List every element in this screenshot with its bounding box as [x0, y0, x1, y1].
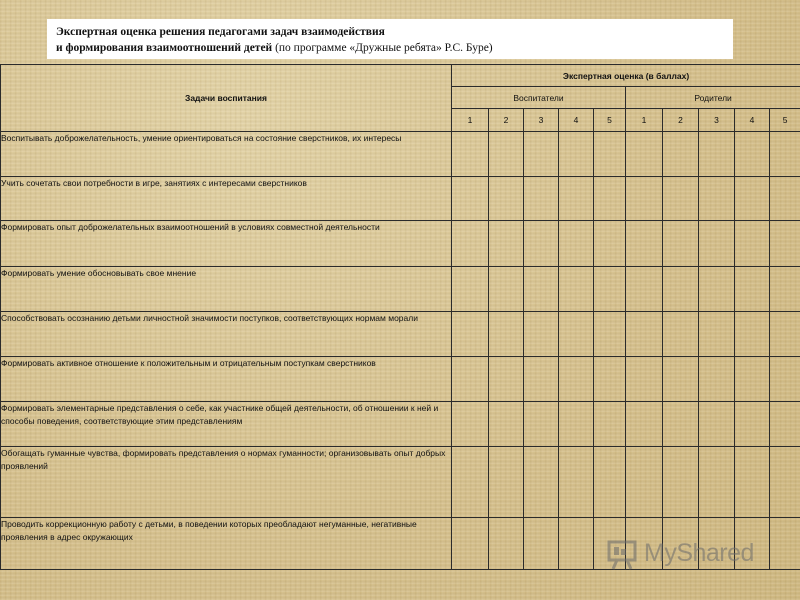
educators-group-header: Воспитатели	[452, 87, 626, 109]
score-cell[interactable]	[489, 267, 524, 312]
table-row	[1, 267, 800, 312]
score-cell[interactable]	[735, 402, 770, 447]
score-cell[interactable]	[735, 177, 770, 221]
table-header	[1, 65, 800, 132]
score-cell[interactable]	[594, 312, 626, 357]
score-cell[interactable]	[489, 221, 524, 267]
score-number: 2	[489, 109, 524, 132]
table-row	[1, 357, 800, 402]
score-cell[interactable]	[489, 447, 524, 518]
score-cell[interactable]	[559, 267, 594, 312]
score-cell[interactable]	[559, 132, 594, 177]
score-cell[interactable]	[699, 132, 735, 177]
score-cell[interactable]	[452, 447, 489, 518]
score-cell[interactable]	[524, 518, 559, 570]
score-cell[interactable]	[735, 357, 770, 402]
score-number: 3	[524, 109, 559, 132]
score-number: 1	[626, 109, 663, 132]
score-cell[interactable]	[594, 402, 626, 447]
score-cell[interactable]	[626, 402, 663, 447]
score-cell[interactable]	[770, 267, 800, 312]
score-cell[interactable]	[735, 221, 770, 267]
score-cell[interactable]	[699, 267, 735, 312]
score-number: 4	[559, 109, 594, 132]
score-column-header: Экспертная оценка (в баллах)	[452, 65, 800, 87]
score-cell[interactable]	[524, 132, 559, 177]
score-cell[interactable]	[559, 402, 594, 447]
score-cell[interactable]	[663, 312, 699, 357]
score-cell[interactable]	[663, 267, 699, 312]
score-number: 2	[663, 109, 699, 132]
score-cell[interactable]	[735, 132, 770, 177]
score-cell[interactable]	[524, 221, 559, 267]
score-cell[interactable]	[524, 447, 559, 518]
score-cell[interactable]	[626, 132, 663, 177]
watermark-text: MyShared	[644, 539, 754, 567]
score-cell[interactable]	[559, 518, 594, 570]
score-cell[interactable]	[559, 357, 594, 402]
score-cell[interactable]	[594, 132, 626, 177]
score-cell[interactable]	[770, 357, 800, 402]
score-cell[interactable]	[524, 402, 559, 447]
score-cell[interactable]	[594, 447, 626, 518]
score-cell[interactable]	[559, 312, 594, 357]
title-line-1: Экспертная оценка решения педагогами задач взаимодействия	[56, 26, 385, 38]
score-cell[interactable]	[559, 177, 594, 221]
title-line-2-bold: и формирования взаимоотношений детей	[56, 42, 273, 54]
watermark	[606, 536, 776, 572]
score-cell[interactable]	[452, 518, 489, 570]
task-cell: Формировать активное отношение к положительным и отрицательным поступкам сверстников	[1, 357, 452, 402]
task-column-header: Задачи воспитания	[1, 65, 452, 132]
score-cell[interactable]	[626, 267, 663, 312]
score-cell[interactable]	[699, 357, 735, 402]
score-number: 4	[735, 109, 770, 132]
score-cell[interactable]	[452, 357, 489, 402]
score-cell[interactable]	[489, 312, 524, 357]
score-cell[interactable]	[699, 312, 735, 357]
presentation-board-icon	[606, 538, 638, 570]
score-cell[interactable]	[663, 402, 699, 447]
score-cell[interactable]	[699, 177, 735, 221]
table-row	[1, 177, 800, 221]
parents-group-header: Родители	[626, 87, 800, 109]
task-cell: Формировать элементарные представления о себе, как участнике общей деятельности, об отношении к ней и способы поведения, соответствующие этим представлениям	[1, 402, 452, 447]
score-cell[interactable]	[626, 177, 663, 221]
score-cell[interactable]	[770, 402, 800, 447]
task-cell: Обогащать гуманные чувства, формировать представления о нормах гуманности; организовывать опыт добрых проявлений	[1, 447, 452, 518]
task-cell: Способствовать осознанию детьми личностной значимости поступков, соответствующих нормам морали	[1, 312, 452, 357]
table-row	[1, 402, 800, 447]
score-cell[interactable]	[770, 132, 800, 177]
score-cell[interactable]	[626, 312, 663, 357]
score-cell[interactable]	[663, 357, 699, 402]
score-cell[interactable]	[735, 267, 770, 312]
score-cell[interactable]	[559, 221, 594, 267]
score-cell[interactable]	[559, 447, 594, 518]
table-row	[1, 312, 800, 357]
score-cell[interactable]	[524, 267, 559, 312]
score-cell[interactable]	[663, 221, 699, 267]
table-row	[1, 221, 800, 267]
score-cell[interactable]	[489, 357, 524, 402]
document-title	[47, 19, 733, 59]
task-cell: Формировать умение обосновывать свое мнение	[1, 267, 452, 312]
score-cell[interactable]	[770, 177, 800, 221]
table-row	[1, 447, 800, 518]
score-cell[interactable]	[770, 221, 800, 267]
score-cell[interactable]	[735, 447, 770, 518]
score-number: 5	[770, 109, 800, 132]
score-cell[interactable]	[452, 177, 489, 221]
score-cell[interactable]	[663, 177, 699, 221]
score-number: 1	[452, 109, 489, 132]
score-cell[interactable]	[524, 357, 559, 402]
score-cell[interactable]	[489, 132, 524, 177]
score-cell[interactable]	[489, 177, 524, 221]
score-cell[interactable]	[452, 402, 489, 447]
score-cell[interactable]	[594, 177, 626, 221]
score-cell[interactable]	[594, 357, 626, 402]
title-line-2	[56, 40, 725, 56]
score-cell[interactable]	[452, 132, 489, 177]
score-cell[interactable]	[735, 312, 770, 357]
score-cell[interactable]	[626, 221, 663, 267]
score-cell[interactable]	[489, 402, 524, 447]
score-cell[interactable]	[594, 221, 626, 267]
table-row	[1, 132, 800, 177]
score-cell[interactable]	[663, 447, 699, 518]
score-cell[interactable]	[663, 132, 699, 177]
score-cell[interactable]	[524, 312, 559, 357]
score-cell[interactable]	[594, 267, 626, 312]
score-number: 5	[594, 109, 626, 132]
score-cell[interactable]	[489, 518, 524, 570]
score-cell[interactable]	[699, 447, 735, 518]
score-cell[interactable]	[452, 267, 489, 312]
task-cell: Воспитывать доброжелательность, умение ориентироваться на состояние сверстников, их интересы	[1, 132, 452, 177]
score-number: 3	[699, 109, 735, 132]
score-cell[interactable]	[770, 312, 800, 357]
score-cell[interactable]	[452, 312, 489, 357]
score-cell[interactable]	[626, 357, 663, 402]
task-cell: Проводить коррекционную работу с детьми, в поведении которых преобладают негуманные, негативные проявления в адрес окружающих	[1, 518, 452, 570]
score-cell[interactable]	[699, 221, 735, 267]
assessment-table	[0, 64, 800, 570]
task-cell: Формировать опыт доброжелательных взаимоотношений в условиях совместной деятельности	[1, 221, 452, 267]
table-body	[1, 132, 800, 570]
task-cell: Учить сочетать свои потребности в игре, занятиях с интересами сверстников	[1, 177, 452, 221]
score-cell[interactable]	[699, 402, 735, 447]
score-cell[interactable]	[770, 447, 800, 518]
score-cell[interactable]	[626, 447, 663, 518]
title-line-2-rest: (по программе «Дружные ребята» Р.С. Буре)	[272, 42, 493, 54]
score-cell[interactable]	[524, 177, 559, 221]
score-cell[interactable]	[452, 221, 489, 267]
